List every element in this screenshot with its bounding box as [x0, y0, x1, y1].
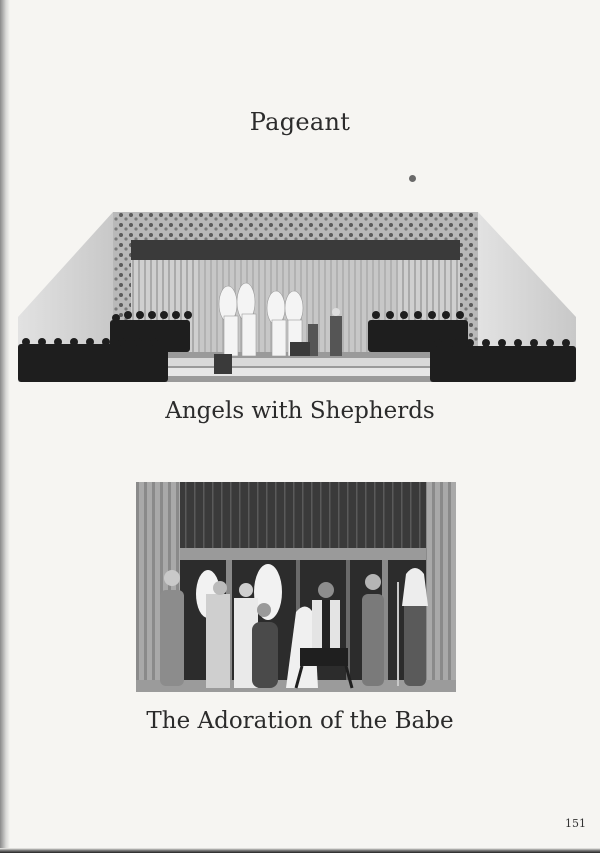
photo-angels-with-shepherds: [18, 212, 576, 382]
page-number: 151: [565, 817, 586, 830]
caption-adoration-of-the-babe: The Adoration of the Babe: [146, 708, 454, 734]
page-title: Pageant: [249, 108, 351, 136]
print-speck: [409, 175, 416, 182]
page-bottom-edge: [0, 848, 600, 853]
caption-angels-with-shepherds: Angels with Shepherds: [165, 398, 435, 424]
photo-adoration-of-the-babe: [136, 482, 456, 692]
